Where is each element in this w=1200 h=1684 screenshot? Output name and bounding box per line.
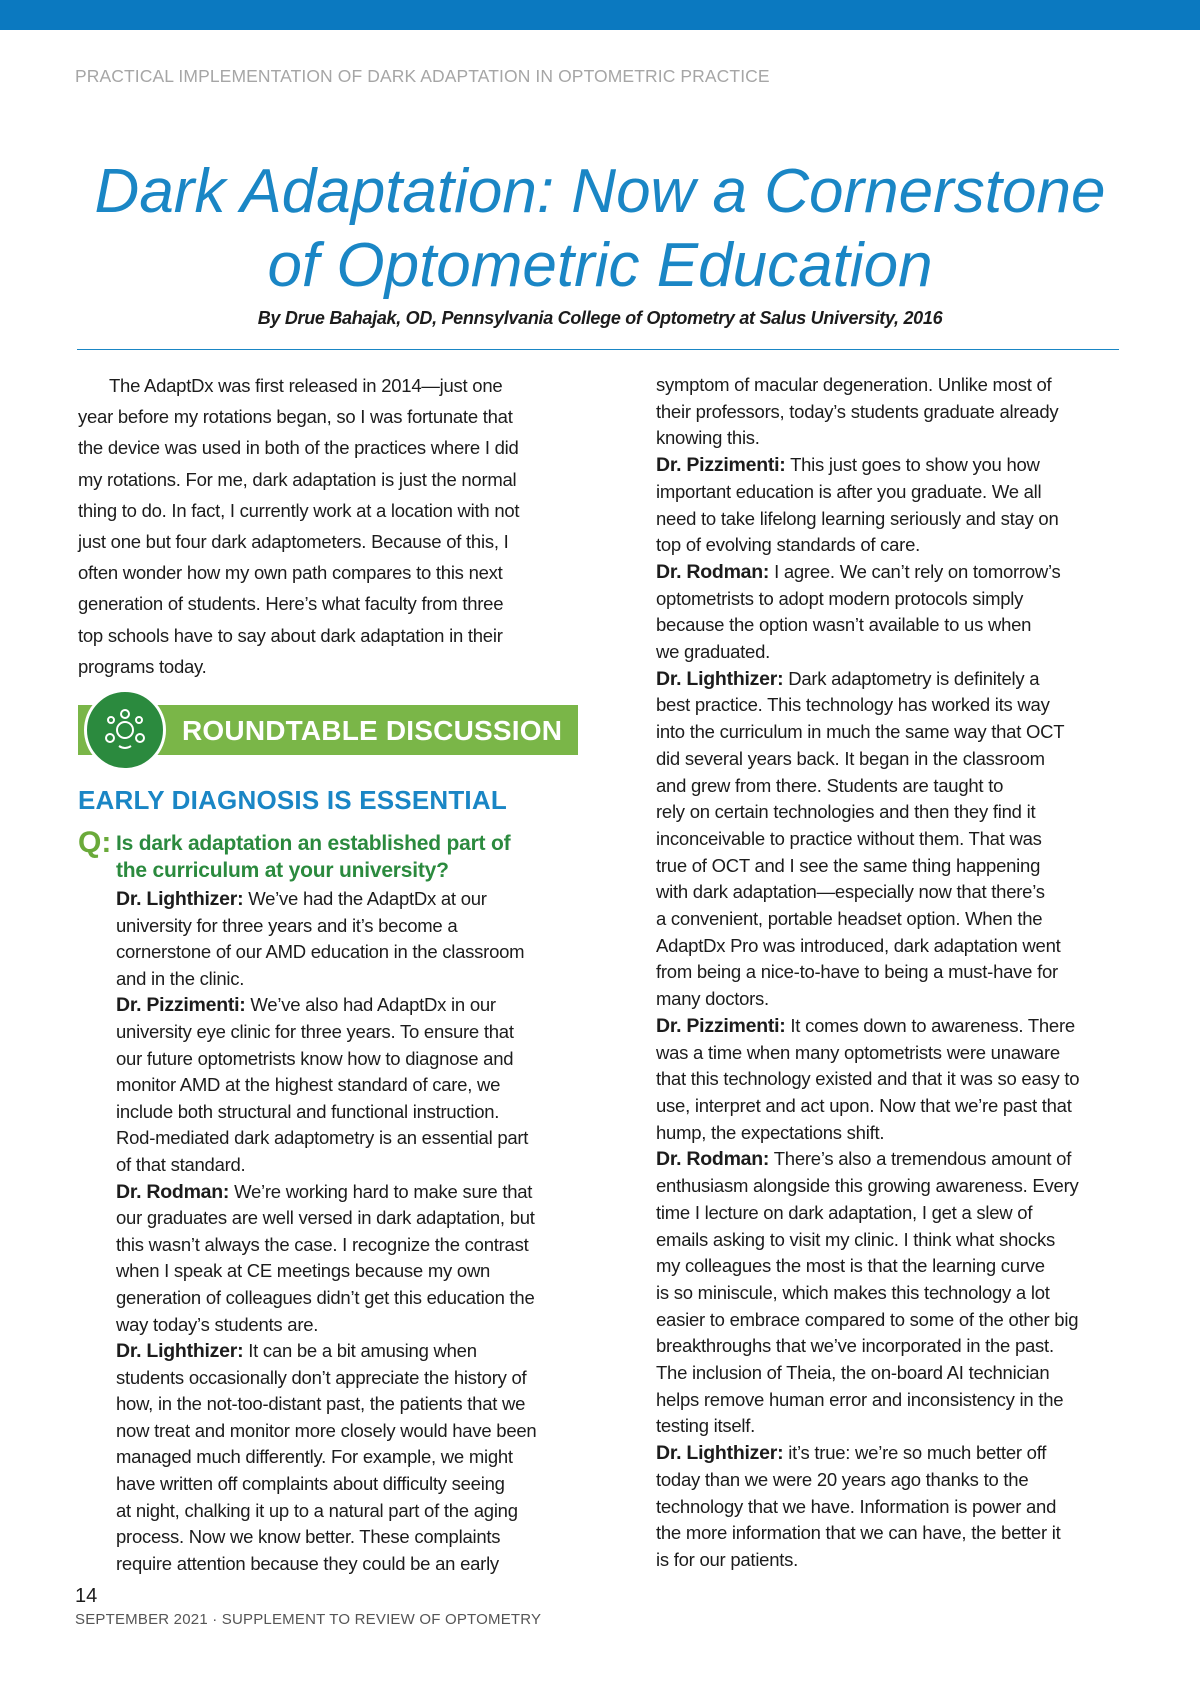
line-text: their professors, today’s students graduate already [656,400,1059,422]
text-line [116,1019,536,1046]
line-text: cornerstone of our AMD education in the classroom [116,941,525,963]
line-text: is so miniscule, which makes this technology a lot [656,1281,1050,1303]
line-text: knowing this. [656,427,760,449]
line-text: inconceivable to practice without them. That was [656,827,1042,849]
text-line [656,559,1079,586]
line-text: university for three years and it’s become a [116,914,458,936]
line-text: with dark adaptation—especially now that there’s [656,881,1045,903]
line-text: best practice. This technology has worked its way [656,694,1050,716]
page-number: 14 [75,1585,98,1607]
line-text: hump, the expectations shift. [656,1121,885,1143]
running-head: PRACTICAL IMPLEMENTATION OF DARK ADAPTATION IN OPTOMETRIC PRACTICE [75,66,770,86]
text-line [656,612,1079,639]
text-line [656,1520,1079,1547]
text-line [656,826,1079,853]
text-line [656,1467,1079,1494]
text-line: top schools have to say about dark adaptation in their [78,624,503,646]
line-text: university eye clinic for three years. To ensure that [116,1020,514,1042]
text-line [656,719,1079,746]
line-text: students occasionally don’t appreciate the history of [116,1366,527,1388]
text-line [656,1494,1079,1521]
line-text: when I speak at CE meetings because my own [116,1260,491,1282]
banner-label: ROUNDTABLE DISCUSSION [182,715,563,746]
text-line: The AdaptDx was first released in 2014—just one [109,375,503,396]
text-line [116,1365,536,1392]
line-text: testing itself. [656,1415,756,1437]
line-text: helps remove human error and inconsistency in the [656,1388,1064,1410]
line-text: have written off complaints about difficulty seeing [116,1473,505,1495]
speaker-name: Dr. Pizzimenti: [656,1014,786,1037]
text-line [116,886,536,913]
line-text: The inclusion of Theia, the on-board AI technician [656,1362,1050,1384]
speaker-name: Dr. Lighthizer: [656,1442,784,1465]
line-text: and in the clinic. [116,967,245,989]
line-text: my colleagues the most is that the learning curve [656,1255,1045,1277]
roundtable-icon [84,689,166,771]
text-line [116,1258,536,1285]
text-line [656,1387,1079,1414]
line-text: optometrists to adopt modern protocols simply [656,587,1024,609]
text-line [116,1179,536,1206]
text-line [656,1547,1079,1574]
question-text [116,830,510,884]
text-line [656,532,1079,559]
line-text: need to take lifelong learning seriously and stay on [656,507,1059,529]
text-line [116,1444,536,1471]
text-line [656,1040,1079,1067]
line-text: this wasn’t always the case. I recognize the contrast [116,1233,529,1255]
line-text: Rod-mediated dark adaptometry is an essential part [116,1127,529,1149]
line-text: is for our patients. [656,1548,799,1570]
line-text: monitor AMD at the highest standard of care, we [116,1074,501,1096]
question-line: the curriculum at your university? [116,859,449,882]
question-line: Is dark adaptation an established part of [116,832,511,855]
text-line [656,906,1079,933]
text-line [656,479,1079,506]
line-text: now treat and monitor more closely would have been [116,1419,537,1441]
line-text: true of OCT and I see the same thing happening [656,854,1041,876]
text-line [656,1307,1079,1334]
text-line [656,986,1079,1013]
text-line [116,1285,536,1312]
text-line [656,1360,1079,1387]
text-line: thing to do. In fact, I currently work at a location with not [78,499,520,521]
text-line [656,746,1079,773]
text-line [656,1333,1079,1360]
article-title-line-1: Dark Adaptation: Now a Cornerstone [94,157,1106,226]
line-text: into the curriculum in much the same way that OCT [656,721,1065,743]
line-text: use, interpret and act upon. Now that we’re past that [656,1094,1072,1116]
line-text: we graduated. [656,641,771,663]
text-line [116,1072,536,1099]
page-footer: SEPTEMBER 2021 · SUPPLEMENT TO REVIEW OF OPTOMETRY [75,1611,542,1628]
line-text: easier to embrace compared to some of the other big [656,1308,1079,1330]
text-line [116,992,536,1019]
line-text: that this technology existed and that it was so easy to [656,1068,1080,1090]
line-text: and grew from there. Students are taught to [656,774,1004,796]
line-text: include both structural and functional instruction. [116,1100,500,1122]
text-line [116,1152,536,1179]
line-text: There’s also a tremendous amount of [769,1148,1072,1170]
line-text: the more information that we can have, the better it [656,1522,1061,1544]
line-text: did several years back. It began in the classroom [656,747,1045,769]
text-line [656,959,1079,986]
line-text: require attention because they could be an early [116,1552,499,1574]
line-text: generation of colleagues didn’t get this education the [116,1286,535,1308]
question-mark-label: Q: [78,826,112,859]
text-line [656,799,1079,826]
text-line [656,639,1079,666]
speaker-name: Dr. Rodman: [116,1180,230,1203]
line-text: enthusiasm alongside this growing awareness. Every [656,1175,1079,1197]
text-line [116,1498,536,1525]
text-line [116,939,536,966]
line-text: top of evolving standards of care. [656,534,921,556]
text-line [116,1338,536,1365]
line-text: rely on certain technologies and then they find it [656,801,1036,823]
text-line [656,1440,1079,1467]
line-text: at night, chalking it up to a natural part of the aging [116,1499,518,1521]
text-line [656,425,1079,452]
article-title-line-2: of Optometric Education [267,231,933,300]
line-text: AdaptDx Pro was introduced, dark adaptation went [656,934,1061,956]
line-text: it’s true: we’re so much better off [783,1442,1047,1464]
line-text: symptom of macular degeneration. Unlike most of [656,374,1052,395]
speaker-name: Dr. Rodman: [656,1148,770,1171]
speaker-name: Dr. Rodman: [656,560,770,583]
text-line [656,1146,1079,1173]
speaker-name: Dr. Lighthizer: [116,888,244,910]
line-text: process. Now we know better. These complaints [116,1526,501,1548]
text-line [656,879,1079,906]
text-line [116,1524,536,1551]
right-column-answers [656,372,1079,1574]
line-text: a convenient, portable headset option. When the [656,908,1043,930]
top-color-bar [0,0,1200,30]
text-line: programs today. [78,655,207,677]
line-text: today than we were 20 years ago thanks to the [656,1468,1029,1490]
text-line [656,1253,1079,1280]
text-line [116,1391,536,1418]
text-line [656,372,1079,399]
text-line: just one but four dark adaptometers. Because of this, I [78,531,509,553]
text-line: the device was used in both of the practices where I did [78,437,519,459]
text-line [656,506,1079,533]
line-text: We’re working hard to make sure that [229,1180,533,1202]
text-line [656,853,1079,880]
text-line: generation of students. Here’s what faculty from three [78,593,504,615]
text-line [116,1418,536,1445]
line-text: Dark adaptometry is definitely a [783,667,1040,689]
text-line [116,1312,536,1339]
line-text: managed much differently. For example, we might [116,1446,513,1468]
line-text: of that standard. [116,1153,246,1175]
text-line [116,1125,536,1152]
text-line [656,1227,1079,1254]
line-text: time I lecture on dark adaptation, I get a slew of [656,1201,1033,1223]
text-line [116,1046,536,1073]
text-line [116,1099,536,1126]
text-line [656,933,1079,960]
text-line [656,1280,1079,1307]
line-text: from being a nice-to-have to being a must-have for [656,961,1058,983]
text-line [116,966,536,993]
line-text: how, in the not-too-distant past, the patients that we [116,1393,526,1415]
line-text: We’ve had the AdaptDx at our [243,888,487,909]
line-text: our graduates are well versed in dark adaptation, but [116,1207,535,1229]
line-text: way today’s students are. [116,1313,319,1335]
text-line [656,452,1079,479]
text-line [656,692,1079,719]
text-line [656,1173,1079,1200]
line-text: technology that we have. Information is power and [656,1495,1057,1517]
text-line [656,586,1079,613]
line-text: I agree. We can’t rely on tomorrow’s [769,560,1061,582]
text-line: often wonder how my own path compares to this next [78,562,503,584]
speaker-name: Dr. Lighthizer: [656,667,784,690]
text-line [116,1205,536,1232]
text-line [116,1471,536,1498]
text-line [656,1120,1079,1147]
section-heading: EARLY DIAGNOSIS IS ESSENTIAL [78,785,507,815]
line-text: It can be a bit amusing when [243,1340,477,1362]
text-line [656,1200,1079,1227]
roundtable-icon-graphic [101,706,149,754]
text-line [116,1551,536,1578]
text-line [116,1232,536,1259]
text-line [656,1093,1079,1120]
left-column-answers [116,886,536,1577]
line-text: was a time when many optometrists were unaware [656,1041,1060,1063]
line-text: emails asking to visit my clinic. I think what shocks [656,1228,1056,1250]
text-line [656,1066,1079,1093]
line-text: We’ve also had AdaptDx in our [245,994,496,1016]
text-line [656,666,1079,693]
line-text: breakthroughs that we’ve incorporated in the past. [656,1335,1054,1357]
text-line [656,1013,1079,1040]
intro-paragraph [78,370,519,682]
speaker-name: Dr. Pizzimenti: [116,994,246,1017]
line-text: This just goes to show you how [785,454,1040,476]
line-text: It comes down to awareness. There [785,1014,1075,1036]
line-text: our future optometrists know how to diagnose and [116,1047,514,1069]
speaker-name: Dr. Pizzimenti: [656,454,786,477]
text-line [656,1413,1079,1440]
line-text: because the option wasn’t available to us when [656,614,1032,636]
text-line: year before my rotations began, so I was fortunate that [78,406,513,428]
text-line: my rotations. For me, dark adaptation is just the normal [78,468,517,490]
title-divider [77,349,1119,350]
line-text: important education is after you graduate. We all [656,480,1042,502]
speaker-name: Dr. Lighthizer: [116,1340,244,1363]
text-line [656,399,1079,426]
line-text: many doctors. [656,988,769,1010]
text-line [656,773,1079,800]
text-line [116,913,536,940]
byline: By Drue Bahajak, OD, Pennsylvania College of Optometry at Salus University, 2016 [257,308,943,328]
